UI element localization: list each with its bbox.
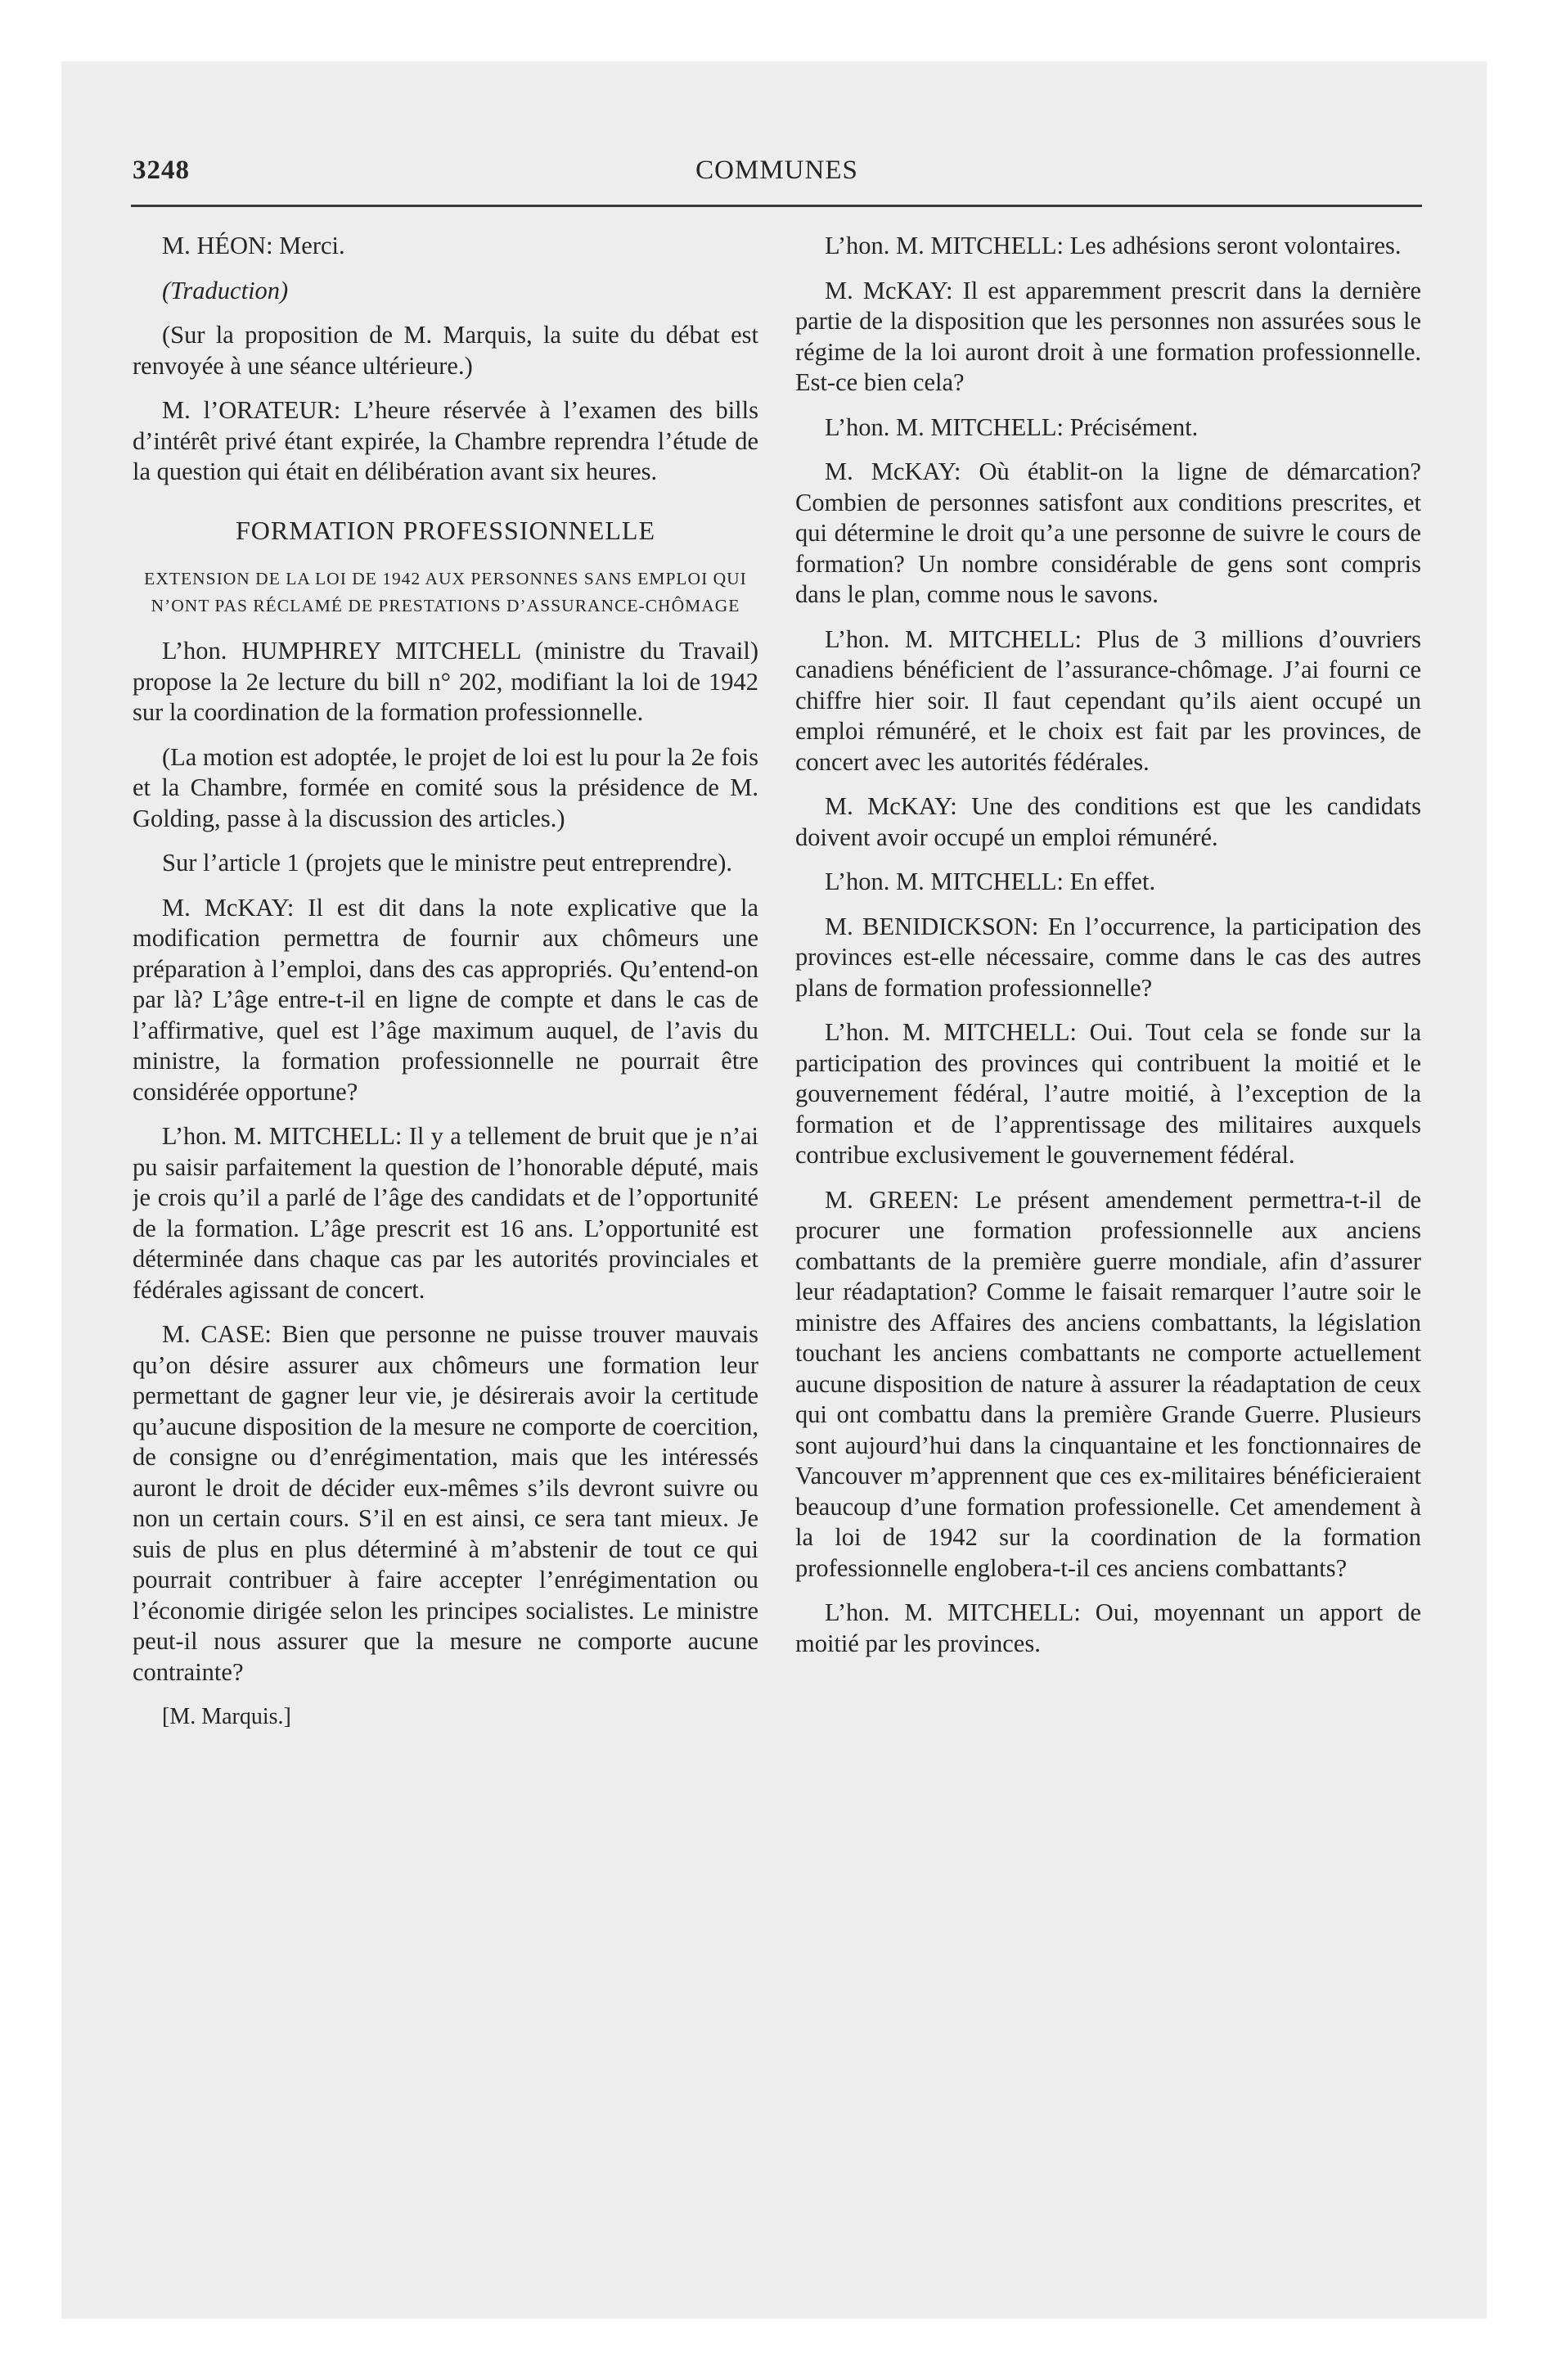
translation-note: (Traduction) — [162, 276, 289, 304]
paragraph: (Sur la proposition de M. Marquis, la suite du débat est renvoyée à une séance ultérieure.) — [133, 321, 758, 380]
left-column — [133, 231, 758, 2179]
paragraph: L’hon. M. MITCHELL: Oui. Tout cela se fonde sur la participation des provinces qui contribuent la moitié et le gouvernement fédéral, l’autre moitié, à l’exception de la formation et de l’apprentissage des militaires auxquels contribue exclusivement le gouvernement fédéral. — [795, 1018, 1421, 1169]
paragraph: M. McKAY: Une des conditions est que les candidats doivent avoir occupé un emploi rémunéré. — [795, 792, 1421, 851]
paragraph: M. McKAY: Où établit-on la ligne de démarcation? Combien de personnes satisfont aux conditions prescrites, et qui détermine le droit qu’a une personne de suivre le cours de formation? Un nombre considérable de gens sont compris dans le plan, comme nous le savons. — [795, 458, 1421, 608]
paragraph: L’hon. HUMPHREY MITCHELL (ministre du Travail) propose la 2e lecture du bill n° 202, modifiant la loi de 1942 sur la coordination de la formation professionnelle. — [133, 637, 758, 726]
paragraph: L’hon. M. MITCHELL: Il y a tellement de bruit que je n’ai pu saisir parfaitement la question de l’honorable député, mais je crois qu’il a parlé de l’âge des candidats et de l’opportunité de la formation. L’âge prescrit est 16 ans. L’opportunité est déterminée dans chaque cas par les autorités provinciales et fédérales agissant de concert. — [133, 1122, 758, 1304]
paragraph: L’hon. M. MITCHELL: Les adhésions seront volontaires. — [825, 232, 1402, 259]
paragraph: M. McKAY: Il est apparemment prescrit dans la dernière partie de la disposition que les personnes non assurées sous le régime de la loi auront droit à une formation professionnelle. Est-ce bien cela? — [795, 276, 1421, 396]
paragraph: M. BENIDICKSON: En l’occurrence, la participation des provinces est-elle nécessaire, comme dans le cas des autres plans de formation professionnelle? — [795, 912, 1421, 1002]
paragraph: L’hon. M. MITCHELL: En effet. — [825, 868, 1156, 895]
paragraph: L’hon. M. MITCHELL: Plus de 3 millions d’ouvriers canadiens bénéficient de l’assurance-chômage. J’ai fourni ce chiffre hier soir. Il faut cependant qu’ils aient occupé un emploi rémunéré, et le choix est fait par les provinces, de concert avec les autorités fédérales. — [795, 624, 1421, 776]
paragraph: Sur l’article 1 (projets que le ministre peut entreprendre). — [162, 849, 733, 877]
section-subheading: EXTENSION DE LA LOI DE 1942 AUX PERSONNES SANS EMPLOI QUI N’ONT PAS RÉCLAMÉ DE PRESTATIONS D’ASSURANCE-CHÔMAGE — [144, 569, 747, 615]
page-header — [133, 156, 1421, 196]
paragraph: M. CASE: Bien que personne ne puisse trouver mauvais qu’on désire assurer aux chômeurs une formation leur permettant de gagner leur vie, je désirerais avoir la certitude qu’aucune disposition de la mesure ne comporte de coercition, de consigne ou d’enrégimentation, mais que les intéressés auront le droit de décider eux-mêmes s’ils devront suivre ou non un certain cours. S’il en est ainsi, ce sera tant mieux. Je suis de plus en plus déterminé à m’abstenir de tout ce qui pourrait contribuer à faire accepter l’enrégimentation ou l’économie dirigée selon les principes socialistes. Le ministre peut-il nous assurer que la mesure ne comporte aucune contrainte? — [133, 1320, 758, 1686]
paragraph: M. l’ORATEUR: L’heure réservée à l’examen des bills d’intérêt privé étant expirée, la Chambre reprendra l’étude de la question qui était en délibération avant six heures. — [133, 396, 758, 485]
paragraph: M. McKAY: Il est dit dans la note explicative que la modification permettra de fournir aux chômeurs une préparation à l’emploi, dans des cas appropriés. Qu’entend-on par là? L’âge entre-t-il en ligne de compte et dans le cas de l’affirmative, quel est l’âge maximum auquel, de l’avis du ministre, la formation professionnelle ne pourrait être considérée opportune? — [133, 893, 758, 1106]
paragraph: L’hon. M. MITCHELL: Oui, moyennant un apport de moitié par les provinces. — [795, 1598, 1421, 1657]
speaker-attribution: [M. Marquis.] — [162, 1704, 291, 1729]
page-number: 3248 — [133, 156, 190, 185]
section-heading: FORMATION PROFESSIONNELLE — [235, 515, 656, 545]
right-column — [795, 231, 1421, 2179]
paragraph: M. GREEN: Le présent amendement permettra-t-il de procurer une formation professionnelle aux anciens combattants de la première guerre mondiale, afin d’assurer leur réadaptation? Comme le faisait remarquer l’autre soir le ministre des Affaires des anciens combattants, la législation touchant les anciens combattants ne comporte actuellement aucune disposition de nature à assurer la réadaptation de ceux qui ont combattu dans la première Grande Guerre. Plusieurs sont aujourd’hui dans la cinquantaine et les fonctionnaires de Vancouver m’apprennent que ces ex-militaires bénéficieraient beaucoup d’une formation professionelle. Cet amendement à la loi de 1942 sur la coordination de la formation professionnelle englobera-t-il ces anciens combattants? — [795, 1185, 1421, 1582]
header-rule — [131, 205, 1422, 207]
running-head: COMMUNES — [695, 156, 858, 185]
paragraph: M. HÉON: Merci. — [162, 232, 345, 259]
paragraph: L’hon. M. MITCHELL: Précisément. — [825, 412, 1199, 441]
paragraph: (La motion est adoptée, le projet de loi est lu pour la 2e fois et la Chambre, formée en comité sous la présidence de M. Golding, passe à la discussion des articles.) — [133, 742, 758, 832]
